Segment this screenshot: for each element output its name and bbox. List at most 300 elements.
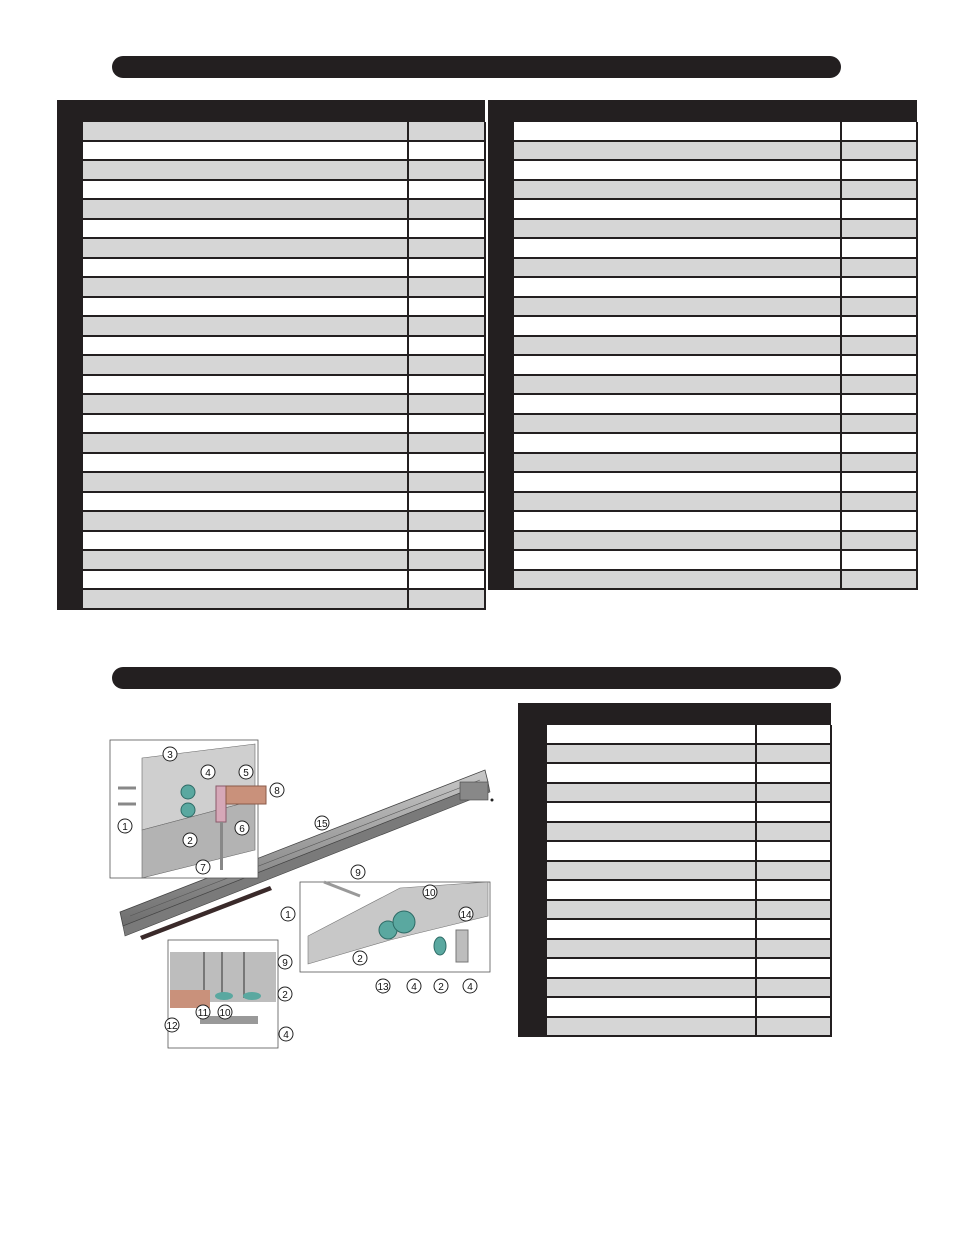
cell-qty xyxy=(408,414,485,434)
cell-qty xyxy=(841,414,917,434)
cell-qty xyxy=(841,160,917,180)
cell-qty xyxy=(841,141,917,161)
callout-5 xyxy=(239,765,253,779)
cell-desc xyxy=(513,550,841,570)
table-header xyxy=(58,100,485,122)
table-row xyxy=(489,122,917,141)
cell-qty xyxy=(841,238,917,258)
assembly-parts-table xyxy=(518,703,832,1037)
cell-desc xyxy=(82,219,408,239)
cell-qty xyxy=(408,531,485,551)
cell-qty xyxy=(408,433,485,453)
table-row xyxy=(58,531,485,551)
callout-4c xyxy=(463,979,477,993)
table-row xyxy=(519,919,831,939)
svg-text:4: 4 xyxy=(205,768,211,779)
cell-desc xyxy=(82,433,408,453)
cell-num xyxy=(489,336,513,356)
cell-num xyxy=(519,997,546,1017)
svg-text:15: 15 xyxy=(316,819,328,830)
table-row xyxy=(489,394,917,414)
cell-qty xyxy=(756,802,831,822)
cell-num xyxy=(58,238,82,258)
cell-num xyxy=(58,453,82,473)
cell-desc xyxy=(546,1017,756,1037)
table-row xyxy=(519,958,831,978)
table-row xyxy=(58,297,485,317)
table-row xyxy=(519,822,831,842)
cell-num xyxy=(519,900,546,920)
cell-qty xyxy=(756,958,831,978)
cell-qty xyxy=(841,550,917,570)
callout-2 xyxy=(183,833,197,847)
table-row xyxy=(58,492,485,512)
cell-desc xyxy=(82,316,408,336)
cell-num xyxy=(58,316,82,336)
cell-qty xyxy=(408,492,485,512)
cell-qty xyxy=(408,141,485,161)
cell-num xyxy=(58,570,82,590)
cell-qty xyxy=(408,336,485,356)
cell-num xyxy=(489,316,513,336)
cell-num xyxy=(489,122,513,141)
cell-num xyxy=(58,531,82,551)
section-banner-top xyxy=(112,56,841,78)
cell-qty xyxy=(756,1017,831,1037)
cell-qty xyxy=(841,570,917,590)
cell-qty xyxy=(408,511,485,531)
cell-desc xyxy=(546,880,756,900)
cell-desc xyxy=(82,472,408,492)
table-row xyxy=(58,414,485,434)
cell-desc xyxy=(82,394,408,414)
cell-num xyxy=(519,1017,546,1037)
table-row xyxy=(519,1017,831,1037)
cell-num xyxy=(58,219,82,239)
cell-qty xyxy=(408,394,485,414)
cell-qty xyxy=(408,472,485,492)
cell-num xyxy=(489,433,513,453)
table-row xyxy=(489,414,917,434)
table-row xyxy=(58,375,485,395)
cell-qty xyxy=(408,570,485,590)
cell-qty xyxy=(841,336,917,356)
svg-text:1: 1 xyxy=(285,910,291,921)
table-row xyxy=(58,453,485,473)
svg-text:1: 1 xyxy=(122,822,128,833)
callout-4d xyxy=(279,1027,293,1041)
cell-qty xyxy=(841,453,917,473)
table-row xyxy=(519,744,831,764)
svg-text:6: 6 xyxy=(239,824,245,835)
svg-text:12: 12 xyxy=(166,1021,178,1032)
cell-desc xyxy=(82,414,408,434)
cell-num xyxy=(58,394,82,414)
cell-desc xyxy=(546,725,756,744)
callout-1 xyxy=(118,819,132,833)
inset-bottom xyxy=(168,940,278,1048)
svg-text:2: 2 xyxy=(438,982,444,993)
table-row xyxy=(519,997,831,1017)
cell-qty xyxy=(841,297,917,317)
svg-text:2: 2 xyxy=(187,836,193,847)
cell-desc xyxy=(82,180,408,200)
table-row xyxy=(489,472,917,492)
cell-qty xyxy=(408,238,485,258)
cell-desc xyxy=(513,238,841,258)
cell-num xyxy=(58,141,82,161)
table-row xyxy=(58,472,485,492)
cell-num xyxy=(489,141,513,161)
cell-desc xyxy=(513,531,841,551)
table-row xyxy=(58,589,485,609)
cell-num xyxy=(519,978,546,998)
svg-text:4: 4 xyxy=(411,982,417,993)
cell-qty xyxy=(408,122,485,141)
svg-text:13: 13 xyxy=(377,982,389,993)
cell-num xyxy=(58,180,82,200)
cell-desc xyxy=(513,355,841,375)
callout-2b xyxy=(353,951,367,965)
table-row xyxy=(489,355,917,375)
table-row xyxy=(519,939,831,959)
cell-desc xyxy=(82,511,408,531)
cell-desc xyxy=(546,939,756,959)
cell-qty xyxy=(841,472,917,492)
svg-text:4: 4 xyxy=(283,1030,289,1041)
cell-num xyxy=(58,433,82,453)
cell-desc xyxy=(82,453,408,473)
cell-num xyxy=(519,919,546,939)
cell-qty xyxy=(756,822,831,842)
cell-num xyxy=(58,511,82,531)
table-row xyxy=(489,570,917,590)
table-header xyxy=(519,703,831,725)
parts-table-left xyxy=(57,100,486,610)
cell-qty xyxy=(408,297,485,317)
table-row xyxy=(58,219,485,239)
cell-qty xyxy=(756,939,831,959)
cell-qty xyxy=(408,199,485,219)
cell-desc xyxy=(546,861,756,881)
cell-qty xyxy=(756,841,831,861)
table-row xyxy=(58,141,485,161)
table-row xyxy=(489,258,917,278)
cell-num xyxy=(519,861,546,881)
table-row xyxy=(489,238,917,258)
table-row xyxy=(58,316,485,336)
table-row xyxy=(58,355,485,375)
callout-6 xyxy=(235,821,249,835)
cell-qty xyxy=(841,199,917,219)
cell-desc xyxy=(513,433,841,453)
cell-desc xyxy=(513,316,841,336)
table-row xyxy=(489,336,917,356)
cell-qty xyxy=(408,277,485,297)
table-row xyxy=(58,570,485,590)
cell-desc xyxy=(513,394,841,414)
cell-desc xyxy=(82,297,408,317)
table-row xyxy=(489,141,917,161)
cell-desc xyxy=(513,375,841,395)
cell-desc xyxy=(546,997,756,1017)
cell-num xyxy=(489,453,513,473)
svg-text:8: 8 xyxy=(274,786,280,797)
cell-qty xyxy=(841,277,917,297)
cell-desc xyxy=(546,958,756,978)
cell-num xyxy=(58,550,82,570)
table-row xyxy=(489,375,917,395)
cell-qty xyxy=(841,433,917,453)
table-row xyxy=(519,880,831,900)
cell-num xyxy=(489,414,513,434)
cell-num xyxy=(58,492,82,512)
callout-3 xyxy=(163,747,177,761)
cell-qty xyxy=(408,355,485,375)
table-row xyxy=(58,550,485,570)
callout-9 xyxy=(351,865,365,879)
callout-14 xyxy=(459,907,473,921)
cell-num xyxy=(489,550,513,570)
cell-qty xyxy=(756,880,831,900)
table-row xyxy=(519,725,831,744)
inset-top xyxy=(110,740,266,878)
svg-text:14: 14 xyxy=(460,910,472,921)
cell-qty xyxy=(408,316,485,336)
cell-num xyxy=(489,375,513,395)
cell-qty xyxy=(841,122,917,141)
table-row xyxy=(519,763,831,783)
cell-desc xyxy=(513,453,841,473)
callout-10b xyxy=(218,1005,232,1019)
callout-2c xyxy=(434,979,448,993)
table-row xyxy=(519,841,831,861)
cell-qty xyxy=(841,531,917,551)
svg-text:2: 2 xyxy=(357,954,363,965)
cell-desc xyxy=(546,783,756,803)
svg-text:10: 10 xyxy=(219,1008,231,1019)
cell-qty xyxy=(841,355,917,375)
cell-desc xyxy=(513,258,841,278)
cell-desc xyxy=(513,180,841,200)
cell-num xyxy=(58,336,82,356)
cell-qty xyxy=(756,861,831,881)
table-row xyxy=(519,978,831,998)
table-row xyxy=(58,160,485,180)
cell-num xyxy=(489,492,513,512)
cell-num xyxy=(489,355,513,375)
cell-desc xyxy=(513,199,841,219)
cell-desc xyxy=(513,122,841,141)
cell-num xyxy=(58,355,82,375)
table-row xyxy=(489,511,917,531)
rail-assembly-diagram xyxy=(100,730,500,1060)
cell-desc xyxy=(82,122,408,141)
cell-qty xyxy=(841,492,917,512)
cell-qty xyxy=(756,763,831,783)
cell-qty xyxy=(408,180,485,200)
cell-num xyxy=(489,180,513,200)
table-row xyxy=(58,238,485,258)
cell-desc xyxy=(513,414,841,434)
table-row xyxy=(489,277,917,297)
table-row xyxy=(489,453,917,473)
cell-desc xyxy=(82,355,408,375)
table-row xyxy=(489,219,917,239)
table-row xyxy=(58,258,485,278)
cell-num xyxy=(489,472,513,492)
cell-num xyxy=(489,219,513,239)
section-banner-bottom xyxy=(112,667,841,689)
svg-text:11: 11 xyxy=(197,1008,209,1019)
callout-4b xyxy=(407,979,421,993)
cell-qty xyxy=(756,744,831,764)
cell-num xyxy=(489,258,513,278)
table-row xyxy=(489,297,917,317)
table-row xyxy=(58,511,485,531)
cell-desc xyxy=(82,199,408,219)
cell-num xyxy=(489,531,513,551)
cell-qty xyxy=(408,160,485,180)
table-row xyxy=(58,199,485,219)
cell-qty xyxy=(756,900,831,920)
cell-qty xyxy=(756,919,831,939)
cell-qty xyxy=(408,375,485,395)
cell-num xyxy=(489,199,513,219)
cell-desc xyxy=(546,763,756,783)
cell-num xyxy=(58,122,82,141)
cell-desc xyxy=(546,919,756,939)
table-row xyxy=(489,180,917,200)
cell-desc xyxy=(513,297,841,317)
cell-num xyxy=(58,589,82,609)
parts-table-right xyxy=(488,100,918,590)
cell-qty xyxy=(756,725,831,744)
cell-qty xyxy=(841,180,917,200)
table-row xyxy=(489,316,917,336)
cell-num xyxy=(58,199,82,219)
cell-num xyxy=(519,822,546,842)
cell-num xyxy=(519,725,546,744)
cell-desc xyxy=(82,550,408,570)
table-row xyxy=(58,277,485,297)
cell-desc xyxy=(513,511,841,531)
cell-qty xyxy=(408,258,485,278)
svg-text:9: 9 xyxy=(282,958,288,969)
svg-text:10: 10 xyxy=(424,888,436,899)
cell-desc xyxy=(546,822,756,842)
table-row xyxy=(489,433,917,453)
cell-qty xyxy=(408,453,485,473)
cell-num xyxy=(489,160,513,180)
cell-qty xyxy=(756,783,831,803)
cell-desc xyxy=(82,589,408,609)
cell-num xyxy=(58,414,82,434)
inset-right xyxy=(300,882,490,972)
callout-4 xyxy=(201,765,215,779)
cell-desc xyxy=(513,492,841,512)
cell-num xyxy=(519,802,546,822)
table-row xyxy=(58,336,485,356)
cell-num xyxy=(489,297,513,317)
callout-8 xyxy=(270,783,284,797)
cell-desc xyxy=(546,744,756,764)
cell-qty xyxy=(408,219,485,239)
table-row xyxy=(489,160,917,180)
cell-qty xyxy=(841,316,917,336)
cell-qty xyxy=(841,258,917,278)
cell-num xyxy=(489,277,513,297)
cell-qty xyxy=(841,511,917,531)
cell-num xyxy=(519,958,546,978)
cell-num xyxy=(519,763,546,783)
cell-num xyxy=(489,570,513,590)
svg-text:3: 3 xyxy=(167,750,173,761)
cell-desc xyxy=(546,841,756,861)
cell-desc xyxy=(513,219,841,239)
cell-num xyxy=(58,297,82,317)
cell-qty xyxy=(408,550,485,570)
cell-num xyxy=(58,375,82,395)
cell-num xyxy=(58,277,82,297)
cell-desc xyxy=(513,336,841,356)
callout-9b xyxy=(278,955,292,969)
callout-7 xyxy=(196,860,210,874)
cell-num xyxy=(519,744,546,764)
callout-1b xyxy=(281,907,295,921)
table-row xyxy=(519,861,831,881)
table-row xyxy=(519,783,831,803)
cell-desc xyxy=(82,238,408,258)
cell-qty xyxy=(408,589,485,609)
callout-15 xyxy=(315,816,329,830)
table-row xyxy=(58,433,485,453)
cell-num xyxy=(519,939,546,959)
cell-num xyxy=(58,258,82,278)
table-row xyxy=(489,531,917,551)
svg-text:4: 4 xyxy=(467,982,473,993)
callout-2d xyxy=(278,987,292,1001)
cell-desc xyxy=(513,472,841,492)
table-row xyxy=(58,122,485,141)
cell-desc xyxy=(82,160,408,180)
table-row xyxy=(519,802,831,822)
cell-desc xyxy=(82,492,408,512)
cell-desc xyxy=(513,141,841,161)
cell-qty xyxy=(841,219,917,239)
cell-num xyxy=(519,841,546,861)
cell-desc xyxy=(82,531,408,551)
cell-num xyxy=(58,472,82,492)
cell-desc xyxy=(82,336,408,356)
table-row xyxy=(489,199,917,219)
svg-text:2: 2 xyxy=(282,990,288,1001)
table-header xyxy=(489,100,917,122)
cell-qty xyxy=(756,978,831,998)
cell-num xyxy=(489,238,513,258)
cell-desc xyxy=(513,277,841,297)
cell-desc xyxy=(546,802,756,822)
cell-num xyxy=(489,394,513,414)
cell-num xyxy=(58,160,82,180)
cell-desc xyxy=(513,570,841,590)
table-row xyxy=(519,900,831,920)
cell-desc xyxy=(513,160,841,180)
cell-qty xyxy=(841,375,917,395)
cell-desc xyxy=(82,570,408,590)
callout-13 xyxy=(376,979,390,993)
cell-num xyxy=(519,880,546,900)
